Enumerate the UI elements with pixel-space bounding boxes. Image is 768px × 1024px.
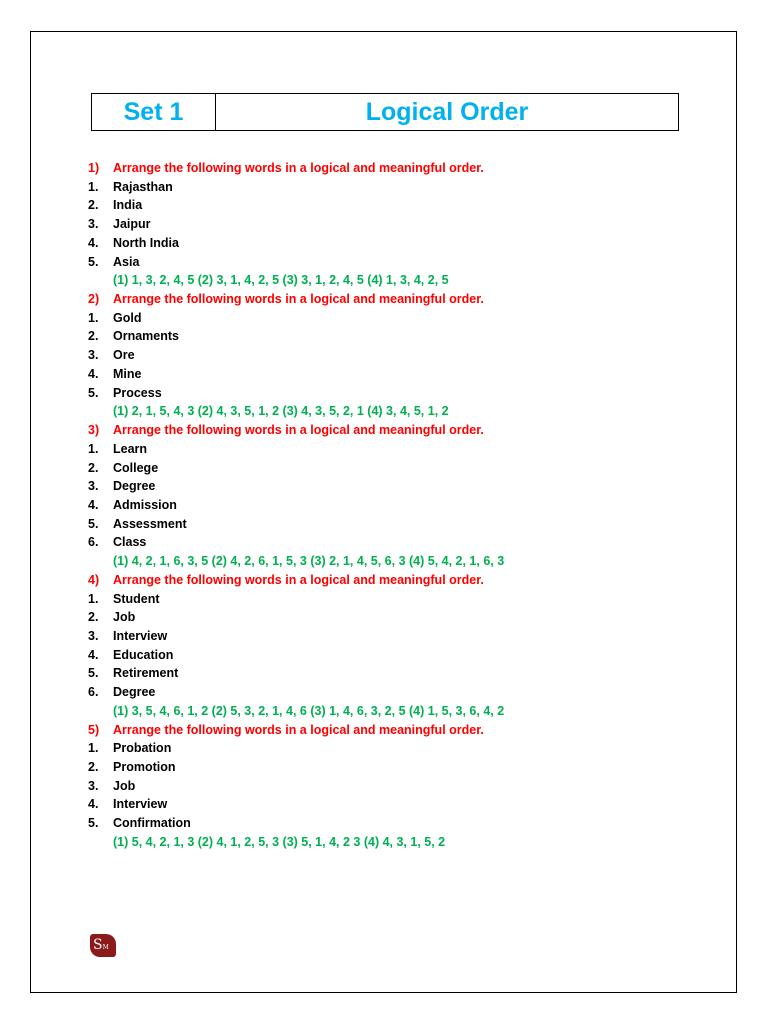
question-prompt-line xyxy=(88,290,708,309)
question-block xyxy=(88,421,708,571)
item-text: North India xyxy=(113,235,179,250)
answer-options: (1) 5, 4, 2, 1, 3 (2) 4, 1, 2, 5, 3 (3) 5, 1, 4, 2 3 (4) 4, 3, 1, 5, 2 xyxy=(113,834,446,849)
item-number: 3. xyxy=(88,348,99,363)
question-prompt: Arrange the following words in a logical and meaningful order. xyxy=(113,423,484,438)
item-text: Job xyxy=(113,610,136,625)
item-number: 3. xyxy=(88,217,99,232)
logo xyxy=(90,934,116,957)
question-number: 3) xyxy=(88,423,100,438)
question-block xyxy=(88,721,708,852)
logo-mark-sub: M xyxy=(102,944,109,951)
list-item xyxy=(88,196,708,215)
list-item xyxy=(88,384,708,403)
logo-mark-main: S xyxy=(93,937,103,953)
item-text: Education xyxy=(113,647,174,662)
item-number: 1. xyxy=(88,591,99,606)
item-text: Asia xyxy=(113,254,140,269)
item-text: Mine xyxy=(113,366,142,381)
item-number: 6. xyxy=(88,535,99,550)
question-number: 5) xyxy=(88,722,100,737)
answer-options: (1) 2, 1, 5, 4, 3 (2) 4, 3, 5, 1, 2 (3) 4, 3, 5, 2, 1 (4) 3, 4, 5, 1, 2 xyxy=(113,404,449,419)
item-text: Admission xyxy=(113,497,177,512)
item-text: Promotion xyxy=(113,760,176,774)
item-number: 4. xyxy=(88,366,99,381)
list-item xyxy=(88,234,708,253)
list-item xyxy=(88,477,708,496)
question-prompt-line xyxy=(88,721,708,740)
list-item xyxy=(88,178,708,197)
question-number: 1) xyxy=(88,161,100,175)
item-number: 5. xyxy=(88,816,99,831)
list-item xyxy=(88,215,708,234)
question-block xyxy=(88,290,708,421)
item-text: Degree xyxy=(113,685,156,700)
set-label: Set 1 xyxy=(92,94,216,130)
item-number: 5. xyxy=(88,385,99,400)
list-item xyxy=(88,608,708,627)
item-number: 1. xyxy=(88,179,99,194)
list-item xyxy=(88,365,708,384)
list-item xyxy=(88,327,708,346)
item-number: 6. xyxy=(88,685,99,700)
list-item xyxy=(88,795,708,814)
item-text: Class xyxy=(113,535,147,550)
item-text: Probation xyxy=(113,741,172,756)
answer-options: (1) 4, 2, 1, 6, 3, 5 (2) 4, 2, 6, 1, 5, 3 (3) 2, 1, 4, 5, 6, 3 (4) 5, 4, 2, 1, 6, 3 xyxy=(113,554,505,569)
item-number: 3. xyxy=(88,479,99,494)
item-number: 4. xyxy=(88,497,99,512)
item-number: 1. xyxy=(88,741,99,756)
question-prompt-line xyxy=(88,421,708,440)
list-item xyxy=(88,496,708,515)
item-text: Learn xyxy=(113,441,148,456)
question-prompt: Arrange the following words in a logical and meaningful order. xyxy=(113,292,484,307)
answer-options: (1) 3, 5, 4, 6, 1, 2 (2) 5, 3, 2, 1, 4, 6 (3) 1, 4, 6, 3, 2, 5 (4) 1, 5, 3, 6, 4, 2 xyxy=(113,703,505,718)
answer-options: (1) 1, 3, 2, 4, 5 (2) 3, 1, 4, 2, 5 (3) 3, 1, 2, 4, 5 (4) 1, 3, 4, 2, 5 xyxy=(113,273,449,288)
list-item xyxy=(88,253,708,272)
item-number: 3. xyxy=(88,778,99,793)
item-text: Degree xyxy=(113,479,156,494)
item-number: 4. xyxy=(88,647,99,662)
item-number: 2. xyxy=(88,760,99,774)
question-prompt: Arrange the following words in a logical and meaningful order. xyxy=(113,572,484,587)
question-block xyxy=(88,571,708,721)
item-text: Assessment xyxy=(113,516,187,531)
item-text: Interview xyxy=(113,797,168,812)
list-item xyxy=(88,683,708,702)
header-table xyxy=(91,93,679,131)
list-item xyxy=(88,758,708,777)
list-item xyxy=(88,664,708,683)
question-prompt: Arrange the following words in a logical and meaningful order. xyxy=(113,161,484,175)
item-number: 2. xyxy=(88,329,99,344)
item-number: 2. xyxy=(88,610,99,625)
item-text: Process xyxy=(113,385,162,400)
item-number: 4. xyxy=(88,797,99,812)
list-item xyxy=(88,814,708,833)
list-item xyxy=(88,346,708,365)
item-text: India xyxy=(113,198,143,213)
list-item xyxy=(88,739,708,758)
item-number: 5. xyxy=(88,254,99,269)
item-number: 3. xyxy=(88,628,99,643)
question-prompt-line xyxy=(88,159,708,178)
list-item xyxy=(88,459,708,478)
question-number: 2) xyxy=(88,292,100,307)
list-item xyxy=(88,515,708,534)
item-text: Gold xyxy=(113,310,142,325)
item-number: 1. xyxy=(88,441,99,456)
list-item xyxy=(88,590,708,609)
question-prompt: Arrange the following words in a logical and meaningful order. xyxy=(113,722,484,737)
item-number: 4. xyxy=(88,235,99,250)
item-text: Student xyxy=(113,591,160,606)
item-text: College xyxy=(113,460,159,475)
item-number: 5. xyxy=(88,666,99,681)
list-item xyxy=(88,627,708,646)
list-item xyxy=(88,309,708,328)
list-item xyxy=(88,646,708,665)
item-number: 2. xyxy=(88,460,99,475)
item-text: Interview xyxy=(113,628,168,643)
item-text: Ore xyxy=(113,348,135,363)
list-item xyxy=(88,533,708,552)
item-number: 1. xyxy=(88,310,99,325)
item-text: Rajasthan xyxy=(113,179,173,194)
question-number: 4) xyxy=(88,572,100,587)
item-text: Job xyxy=(113,778,136,793)
questions-list xyxy=(88,159,708,852)
list-item xyxy=(88,777,708,796)
page-title: Logical Order xyxy=(365,97,529,126)
question-prompt-line xyxy=(88,571,708,590)
question-block xyxy=(88,159,708,290)
item-text: Retirement xyxy=(113,666,179,681)
item-text: Ornaments xyxy=(113,329,179,344)
list-item xyxy=(88,440,708,459)
item-text: Confirmation xyxy=(113,816,191,831)
item-text: Jaipur xyxy=(113,217,151,232)
item-number: 5. xyxy=(88,516,99,531)
item-number: 2. xyxy=(88,198,99,213)
